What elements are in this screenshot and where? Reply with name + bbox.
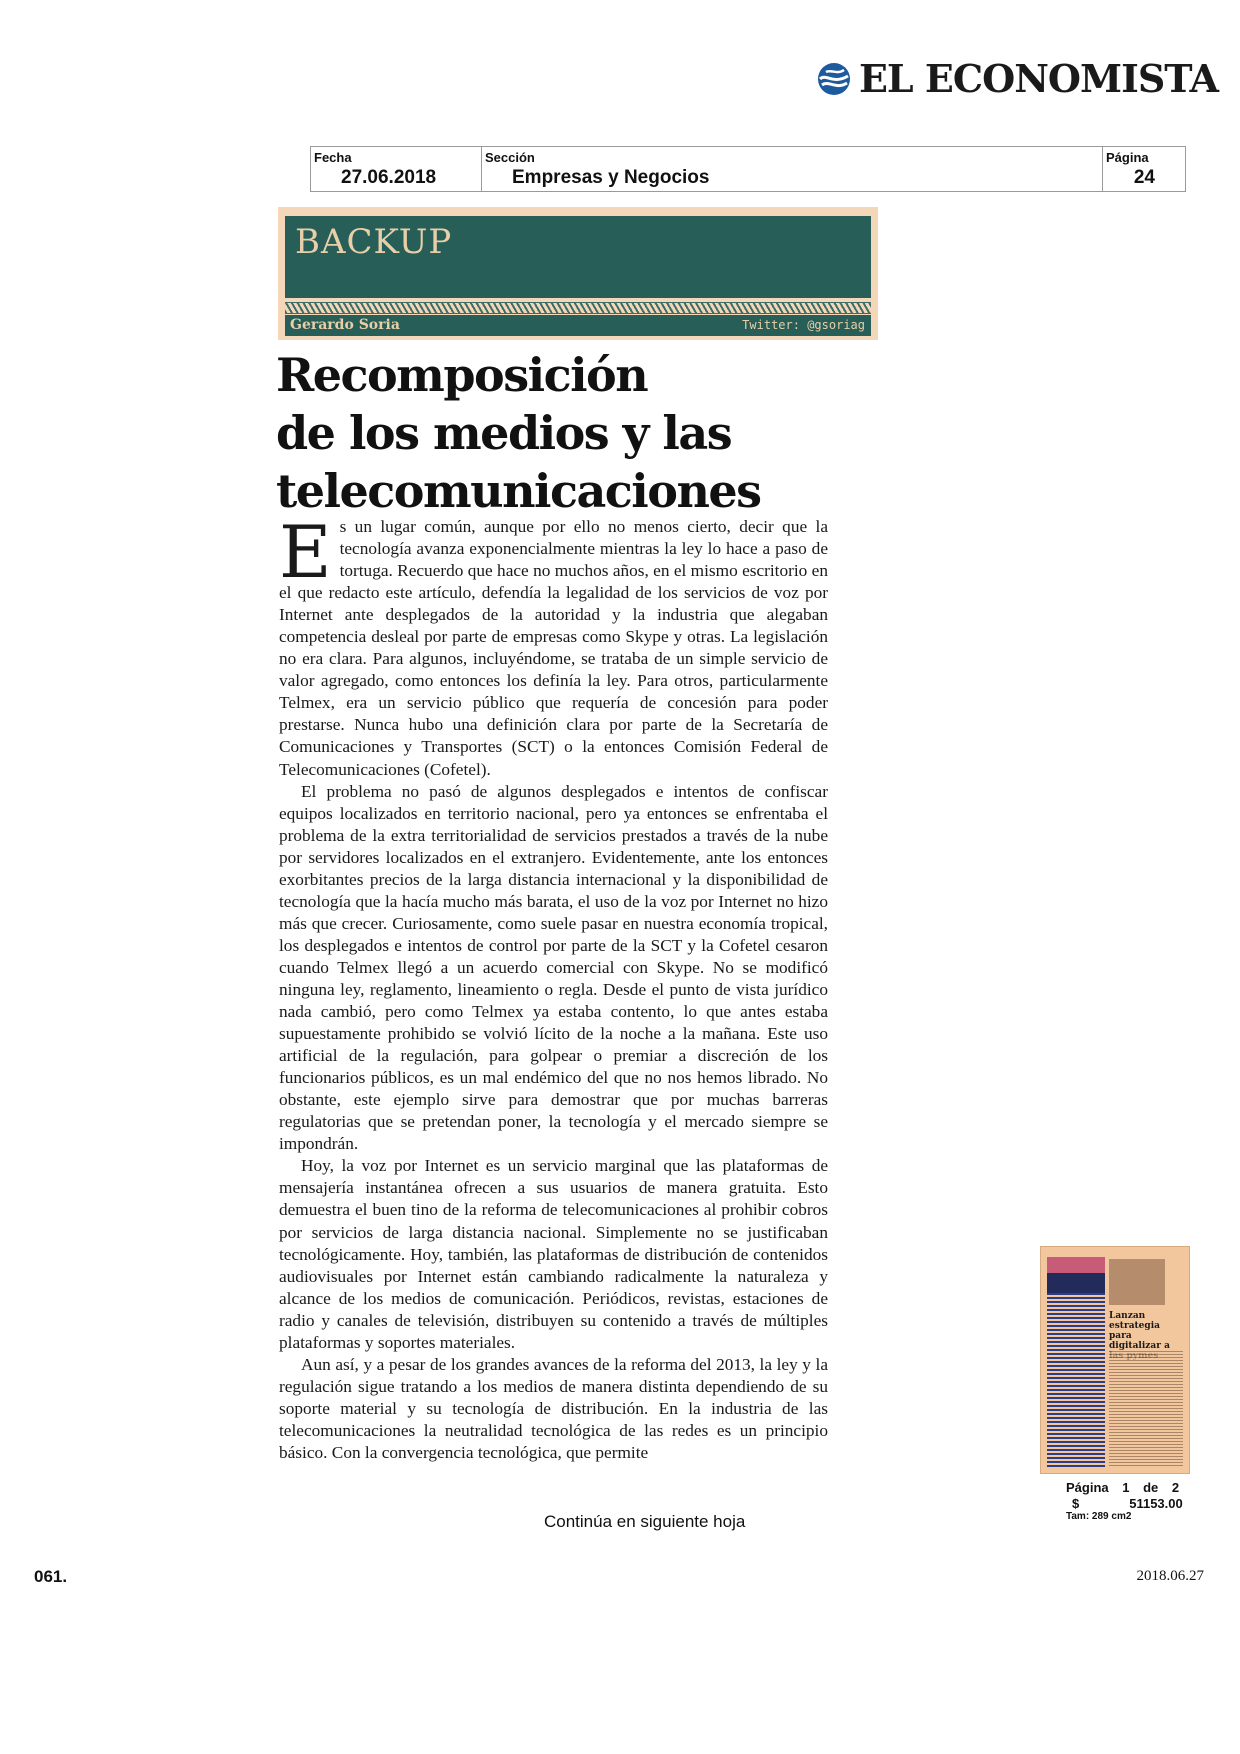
drop-cap: E: [279, 510, 332, 594]
author-twitter: Twitter: @gsoriag: [742, 318, 865, 332]
article-headline: [276, 346, 876, 520]
page-of: de: [1143, 1480, 1159, 1495]
decorative-rule: [285, 302, 871, 314]
article-paragraph: Aun así, y a pesar de los grandes avances de la reforma del 2013, la ley y la regulación sigue tratando a los medios de manera distinta dependiendo de su soporte material y su tecnología de distribución. En la industria de las telecomunicaciones la neutralidad tecnológica de las redes es un principio básico. Con la convergencia tecnológica, que permite: [279, 1354, 828, 1462]
column-name: BACKUP: [295, 222, 453, 262]
ad-value-amount: 51153.00: [1129, 1496, 1183, 1511]
section-label: Sección: [485, 150, 535, 165]
page-info: [1066, 1480, 1183, 1522]
column-byline-bar: [285, 315, 871, 336]
thumbnail-headline: Lanzan estrategia para digitalizar a: [1109, 1311, 1170, 1351]
column-banner: [278, 207, 878, 340]
currency-symbol: $: [1072, 1496, 1080, 1511]
wave-globe-icon: [817, 62, 851, 96]
article-body: [279, 510, 828, 1464]
article-paragraph: [279, 510, 828, 781]
headline-line: de los medios y las: [276, 406, 732, 460]
thumbnail-banner: [1047, 1257, 1105, 1273]
thumbnail-headline-block: [1047, 1273, 1105, 1293]
thumbnail-text-columns: [1109, 1351, 1183, 1467]
clip-size: Tam: 289 cm2: [1066, 1511, 1132, 1522]
column-banner-top: [285, 216, 871, 298]
ad-value: [1066, 1496, 1183, 1511]
page-total: 2: [1171, 1480, 1180, 1495]
author-name: Gerardo Soria: [290, 317, 400, 333]
footer-date: 2018.06.27: [1136, 1568, 1204, 1584]
article-paragraph: El problema no pasó de algunos desplegados e intentos de confiscar equipos localizados en territorio nacional, pero ya entonces se enfrentaba el problema de la extra territorialidad de servicios prestados a través de la nube por servidores localizados en el extranjero. Evidentemente, ante los entonces exorbitantes precios de la larga distancia internacional y la disponibilidad de tecnología que la hacía mucho más barata, el uso de la voz por Internet no hizo más que crecer. Curiosamente, como suele pasar en nuestra economía tropical, los desplegados e intentos de control por parte de la SCT y la Cofetel cesaron cuando Telmex llegó a un acuerdo comercial con Skype. No se modificó ninguna ley, reglamento, lineamiento o regla. Desde el punto de vista jurídico nada cambió, pero como Telmex ya estaba contento, lo que antes estaba supuestamente prohibido se volvió lícito de la noche a la mañana. Este uso artificial de la regulación, para golpear o premiar a discreción de los funcionarios públicos, es un mal endémico del que no nos hemos librado. No obstante, este ejemplo sirve para demostrar que por muchas barreras regulatorias que se pretendan poner, la tecnología y el mercado siempre se impondrán.: [279, 781, 828, 1154]
section-cell: [482, 147, 1103, 191]
clipping-header: [310, 146, 1186, 192]
page-label: Página: [1106, 150, 1149, 165]
date-value: 27.06.2018: [341, 167, 437, 188]
page-count-label: Página: [1066, 1480, 1109, 1495]
page-value: 24: [1133, 167, 1155, 188]
page-cell: [1103, 147, 1185, 191]
headline-line: Recomposición: [276, 348, 648, 402]
continues-note: Continúa en siguiente hoja: [544, 1512, 746, 1531]
thumbnail-photo: [1109, 1259, 1165, 1305]
page-count: [1066, 1480, 1183, 1495]
page-current: 1: [1122, 1480, 1130, 1495]
publication-logo: [817, 56, 1218, 101]
page-thumbnail[interactable]: [1040, 1246, 1190, 1474]
section-value: Empresas y Negocios: [512, 167, 710, 188]
article-paragraph: Hoy, la voz por Internet es un servicio marginal que las plataformas de mensajería instantánea ofrecen a sus usuarios de manera gratuita. Esto demuestra el buen tino de la reforma de telecomunicaciones al prohibir cobros por servicios de larga distancia nacional. Simplemente no se justificaban tecnológicamente. Hoy, también, las plataformas de distribución de contenidos audiovisuales por Internet están cambiando radicalmente la naturaleza y alcance de los medios de comunicación. Periódicos, revistas, estaciones de radio y canales de televisión, distribuyen su contenido a través de múltiples plataformas y soportes materiales.: [279, 1156, 828, 1352]
paragraph-text: s un lugar común, aunque por ello no menos cierto, decir que la tecnología avanza exponencialmente mientras la ley lo hace a paso de tortuga. Recuerdo que hace no muchos años, en el mismo escritorio en el que redacto este artículo, defendía la legalidad de los servicios de voz por Internet ante desplegados de la autoridad y la industria que alegaban competencia desleal por parte de empresas como Skype y otras. La legislación no era clara. Para algunos, incluyéndome, se trataba de un simple servicio de valor agregado, como entonces los definía la ley. Para otros, particularmente Telmex, era un servicio público que requería de concesión para poder prestarse. Nunca hubo una definición clara por parte de la Secretaría de Comunicaciones y Transportes (SCT) o la entonces Comisión Federal de Telecomunicaciones (Cofetel).: [279, 517, 828, 779]
clipping-code: 061.: [34, 1567, 68, 1586]
date-label: Fecha: [314, 150, 352, 165]
headline-line: telecomunicaciones: [276, 464, 761, 518]
publication-name: EL ECONOMISTA: [858, 56, 1218, 101]
date-cell: [311, 147, 482, 191]
